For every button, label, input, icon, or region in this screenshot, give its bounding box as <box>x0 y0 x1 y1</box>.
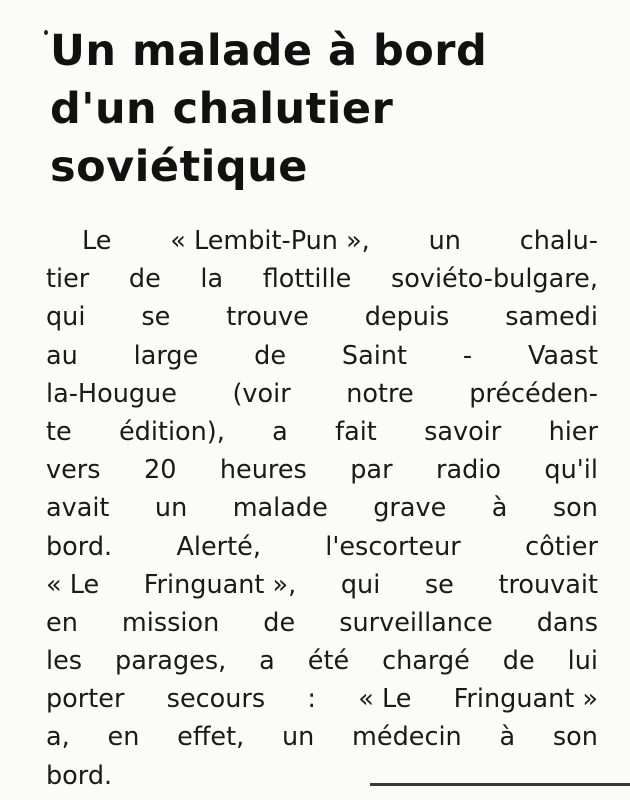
article-word: mission <box>121 607 220 638</box>
article-word: bord. <box>46 531 113 562</box>
article-word: à <box>491 493 508 524</box>
article-word: en <box>46 607 78 638</box>
article-word: au <box>46 340 78 371</box>
article-word: depuis <box>364 302 450 333</box>
article-word: Fringuant », <box>143 569 297 600</box>
article-word: heures <box>219 455 307 486</box>
article-word: la <box>200 264 224 295</box>
article-line <box>46 375 598 413</box>
article-word: avait <box>46 493 110 524</box>
article-word: malade <box>232 493 328 524</box>
article-line <box>46 680 598 718</box>
article-word: large <box>133 340 199 371</box>
article-word: de <box>502 646 535 677</box>
article-word: lui <box>567 646 598 677</box>
article-word: Le <box>82 226 112 256</box>
article-word: Fringuant » <box>453 684 598 715</box>
article-word: précéden- <box>469 378 598 409</box>
article-line <box>46 528 598 566</box>
article-word: qu'il <box>544 455 598 486</box>
article-word: (voir <box>232 378 291 409</box>
article-word: par <box>350 455 393 486</box>
article-line <box>46 298 598 336</box>
article-line <box>46 566 598 604</box>
article-word: 20 <box>144 455 177 486</box>
article-word: se <box>141 302 171 333</box>
article-word: : <box>307 684 317 715</box>
article-word: un <box>281 722 315 753</box>
article-word: de <box>254 340 287 371</box>
article-word: grave <box>373 493 447 524</box>
article-word: bord. <box>46 760 113 791</box>
article-line <box>46 260 598 298</box>
article-word: à <box>499 722 516 753</box>
article-word: a <box>259 646 275 677</box>
article-line <box>46 489 598 527</box>
article-word: a, <box>46 722 70 753</box>
article-word: « Le <box>46 569 100 600</box>
article-word: flottille <box>262 264 352 295</box>
article-word: en <box>107 722 140 753</box>
article-word: « Lembit-Pun », <box>170 226 370 256</box>
article-word: - <box>462 340 473 371</box>
article-word: côtier <box>525 531 598 562</box>
article-word: hier <box>548 416 598 447</box>
article-line <box>46 642 598 680</box>
article-word: dans <box>536 607 598 638</box>
article-line <box>46 451 598 489</box>
article-line <box>46 222 598 260</box>
article-word: parages, <box>115 646 227 677</box>
article-word: l'escorteur <box>325 531 461 562</box>
article-word: soviéto-bulgare, <box>390 264 598 295</box>
column-rule <box>370 783 630 786</box>
article-word: édition), <box>118 416 225 447</box>
article-word: de <box>128 264 161 295</box>
article-word: un <box>428 226 461 256</box>
article-headline <box>50 22 610 196</box>
article-word: « Le <box>358 684 412 715</box>
article-word: radio <box>435 455 501 486</box>
article-word: médecin <box>352 722 462 753</box>
article-word: la-Hougue <box>46 378 177 409</box>
headline-line-1: Un malade à bord <box>50 26 488 76</box>
article-body <box>46 222 598 795</box>
article-word: trouvait <box>498 569 598 600</box>
headline-line-3: soviétique <box>50 142 308 192</box>
article-word: son <box>552 493 598 524</box>
article-word: notre <box>346 378 414 409</box>
article-word: trouve <box>226 302 309 333</box>
article-word: été <box>307 646 350 677</box>
article-word: un <box>154 493 188 524</box>
article-word: tier <box>46 264 90 295</box>
article-line <box>46 718 598 756</box>
article-word: Alerté, <box>176 531 261 562</box>
article-word: te <box>46 416 72 447</box>
article-word: chalu- <box>519 226 598 256</box>
article-line <box>46 604 598 642</box>
ink-speck <box>44 30 48 35</box>
article-word: effet, <box>177 722 245 753</box>
article-word: samedi <box>505 302 598 333</box>
article-word: chargé <box>382 646 470 677</box>
headline-line-2: d'un chalutier <box>50 84 394 134</box>
article-word: secours <box>166 684 266 715</box>
article-word: fait <box>335 416 377 447</box>
article-word: Saint <box>341 340 407 371</box>
article-word: a <box>272 416 288 447</box>
article-word: qui <box>46 302 86 333</box>
article-word: savoir <box>424 416 502 447</box>
article-line <box>46 757 598 795</box>
article-word: se <box>424 569 454 600</box>
article-word: les <box>46 646 83 677</box>
article-line <box>46 337 598 375</box>
article-word: qui <box>340 569 381 600</box>
article-word: Vaast <box>527 340 598 371</box>
article-line <box>46 413 598 451</box>
article-word: surveillance <box>339 607 493 638</box>
article-word: vers <box>46 455 101 486</box>
article-word: porter <box>46 684 125 715</box>
article-word: de <box>263 607 296 638</box>
article-word: son <box>552 722 598 753</box>
